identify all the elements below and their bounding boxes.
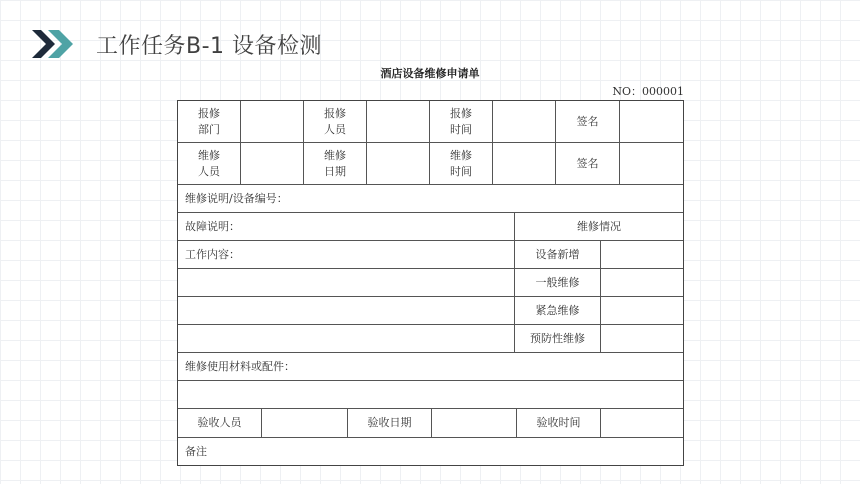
form-row-acceptance xyxy=(178,409,683,438)
work-content-field[interactable] xyxy=(178,325,515,352)
form-number: NO：000001 xyxy=(612,85,684,98)
repair-desc-label[interactable]: 维修说明/设备编号： xyxy=(185,191,288,205)
report-time-field[interactable] xyxy=(493,101,556,142)
form-row-repair-desc xyxy=(178,185,683,213)
repair-status-header: 维修情况 xyxy=(577,219,621,233)
repair-date-label: 维修 日期 xyxy=(304,143,367,184)
form-row-repairer xyxy=(178,143,683,185)
form-row-reporter xyxy=(178,101,683,143)
repairer-field[interactable] xyxy=(241,143,304,184)
status-option-field[interactable] xyxy=(601,325,683,352)
report-time-label: 报修 时间 xyxy=(430,101,493,142)
reporter-field[interactable] xyxy=(367,101,430,142)
slide-title: 工作任务B-1 设备检测 xyxy=(96,33,323,59)
acceptance-date-label: 验收日期 xyxy=(348,409,432,437)
double-chevron-icon xyxy=(30,27,76,61)
remarks-label[interactable]: 备注 xyxy=(185,444,207,458)
repairer-label: 维修 人员 xyxy=(178,143,241,184)
status-option-label: 设备新增 xyxy=(515,241,601,268)
status-option-field[interactable] xyxy=(601,241,683,268)
form-row-status xyxy=(178,297,683,325)
acceptance-time-field[interactable] xyxy=(601,409,683,437)
status-option-field[interactable] xyxy=(601,269,683,296)
status-option-field[interactable] xyxy=(601,297,683,324)
slide-header xyxy=(30,24,322,64)
sign-label: 签名 xyxy=(556,101,620,142)
sign-label: 签名 xyxy=(556,143,620,184)
work-content-label[interactable]: 工作内容： xyxy=(178,241,515,268)
repair-date-field[interactable] xyxy=(367,143,430,184)
acceptance-time-label: 验收时间 xyxy=(517,409,601,437)
form-row-materials-field xyxy=(178,381,683,409)
sign-field[interactable] xyxy=(620,101,683,142)
form-row-materials xyxy=(178,353,683,381)
status-option-label: 紧急维修 xyxy=(515,297,601,324)
form-row-fault-desc xyxy=(178,213,683,241)
report-dept-label: 报修 部门 xyxy=(178,101,241,142)
status-option-label: 一般维修 xyxy=(515,269,601,296)
form-row-work-content xyxy=(178,241,683,269)
repair-request-form xyxy=(177,100,684,466)
reporter-label: 报修 人员 xyxy=(304,101,367,142)
inspector-field[interactable] xyxy=(262,409,348,437)
form-row-remarks xyxy=(178,438,683,465)
acceptance-date-field[interactable] xyxy=(432,409,517,437)
status-option-label: 预防性维修 xyxy=(515,325,601,352)
form-row-status xyxy=(178,269,683,297)
repair-time-label: 维修 时间 xyxy=(430,143,493,184)
work-content-field[interactable] xyxy=(178,297,515,324)
form-title: 酒店设备维修申请单 xyxy=(380,67,480,80)
inspector-label: 验收人员 xyxy=(178,409,262,437)
fault-desc-label[interactable]: 故障说明： xyxy=(178,213,515,240)
materials-field[interactable] xyxy=(178,381,683,408)
repair-time-field[interactable] xyxy=(493,143,556,184)
report-dept-field[interactable] xyxy=(241,101,304,142)
sign-field[interactable] xyxy=(620,143,683,184)
materials-label[interactable]: 维修使用材料或配件： xyxy=(185,359,295,373)
work-content-field[interactable] xyxy=(178,269,515,296)
form-row-status xyxy=(178,325,683,353)
